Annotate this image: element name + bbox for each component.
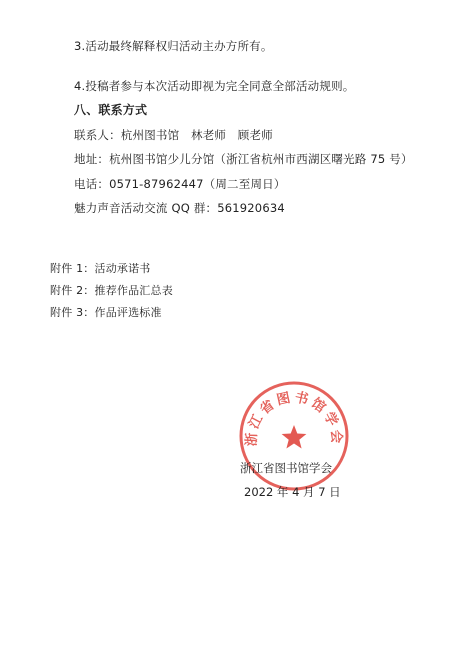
seal-text: 浙江省图书馆学会 xyxy=(243,389,345,447)
rule-item-3: 3.活动最终解释权归活动主办方所有。 xyxy=(74,39,273,53)
rule-item-4: 4.投稿者参与本次活动即视为完全同意全部活动规则。 xyxy=(74,79,355,93)
contact-person: 联系人：杭州图书馆 林老师 顾老师 xyxy=(74,128,273,142)
official-seal xyxy=(236,378,352,494)
seal-star-icon xyxy=(282,425,307,449)
contact-qq-group: 魅力声音活动交流 QQ 群：561920634 xyxy=(74,201,285,215)
contact-address: 地址：杭州图书馆少儿分馆（浙江省杭州市西湖区曙光路 75 号） xyxy=(74,152,413,166)
signature-date: 2022 年 4 月 7 日 xyxy=(244,485,341,499)
attachment-2: 附件 2：推荐作品汇总表 xyxy=(50,284,173,297)
attachment-3: 附件 3：作品评选标准 xyxy=(50,306,162,319)
signature-organization: 浙江省图书馆学会 xyxy=(240,461,332,475)
section-heading-contact: 八、联系方式 xyxy=(74,103,148,117)
attachment-1: 附件 1：活动承诺书 xyxy=(50,262,151,275)
contact-phone: 电话：0571-87962447（周二至周日） xyxy=(74,177,286,191)
